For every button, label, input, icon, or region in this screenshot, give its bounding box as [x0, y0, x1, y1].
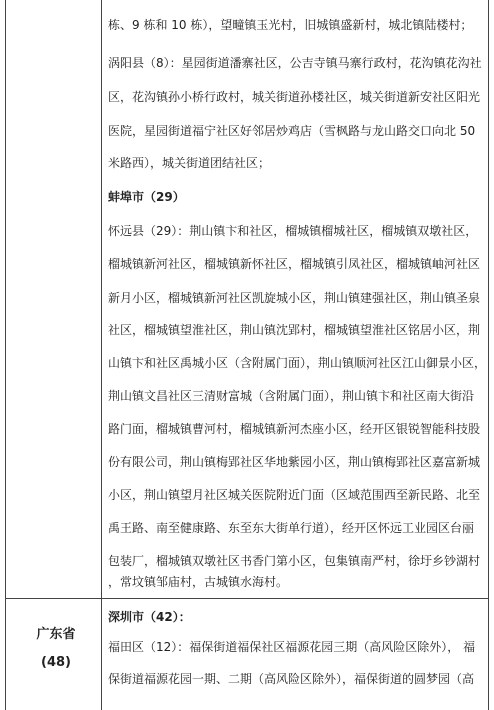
table-border-right	[488, 0, 489, 710]
text-line: 社区，榴城镇望淮社区，荆山镇沈郢村，榴城镇望淮社区铭居小区，荆	[108, 323, 481, 337]
text-line: 山镇卞和社区禹城小区（含附属门面），荆山镇顺河社区江山御景小区，	[108, 356, 487, 370]
table-row-divider	[5, 598, 489, 599]
text-line: 区，花沟镇孙小桥行政村，城关街道孙楼社区，城关街道新安社区阳光	[108, 90, 481, 104]
province-count: (48)	[41, 655, 71, 670]
text-line: 涡阳县（8）：星园街道潘寨社区，公吉寺镇马寨行政村，花沟镇花沟社	[108, 56, 482, 70]
province-name: 广东省	[36, 627, 76, 642]
text-line: 保街道福源花园一期、二期（高风险区除外），福保街道的圆梦园（高	[108, 672, 475, 686]
text-line: 路门面，榴城镇曹河村，榴城镇新河杰座小区，经开区银锐智能科技股	[108, 422, 481, 436]
city-heading: 蚌埠市（29）	[108, 190, 185, 204]
text-line: ，常坟镇邹庙村，古城镇水海村。	[108, 575, 289, 589]
text-line: 栋、9 栋和 10 栋），望疃镇玉光村，旧城镇盛新村，城北镇陆楼村；	[108, 18, 473, 32]
text-line: 福田区（12）：福保街道福保社区福源花园三期（高风险区除外）， 福	[108, 640, 476, 654]
text-line: 份有限公司，荆山镇梅郢社区华地紫园小区，荆山镇梅郢社区嘉富新城	[108, 455, 481, 469]
text-line: 医院，星园街道福宁社区好邻居炒鸡店（雪枫路与龙山路交口向北 50	[108, 124, 476, 138]
table-border-left	[5, 0, 6, 710]
table-border-middle	[101, 0, 102, 710]
city-heading: 深圳市（42）：	[108, 610, 191, 624]
text-line: 包装厂，榴城镇双墩社区书香门第小区，包集镇南严村，徐圩乡钞湖村	[108, 554, 481, 568]
text-line: 新月小区，榴城镇新河社区凯旋城小区，荆山镇建强社区，荆山镇圣泉	[108, 291, 481, 305]
text-line: 米路西），城关街道团结社区；	[108, 156, 271, 170]
text-line: 禹王路、南至健康路、东至东大街单行道），经开区怀远工业园区台丽	[108, 521, 475, 535]
text-line: 榴城镇新河社区，榴城镇新怀社区，榴城镇引凤社区，榴城镇岫河社区	[108, 257, 481, 271]
text-line: 荆山镇文昌社区三清财富城（含附属门面），荆山镇卞和社区南大街沿	[108, 389, 475, 403]
text-line: 怀远县（29）：荆山镇卞和社区，榴城镇榴城社区，榴城镇双墩社区，	[108, 224, 478, 238]
text-line: 小区，荆山镇望月社区城关医院附近门面（区域范围西至新民路、北至	[108, 488, 481, 502]
